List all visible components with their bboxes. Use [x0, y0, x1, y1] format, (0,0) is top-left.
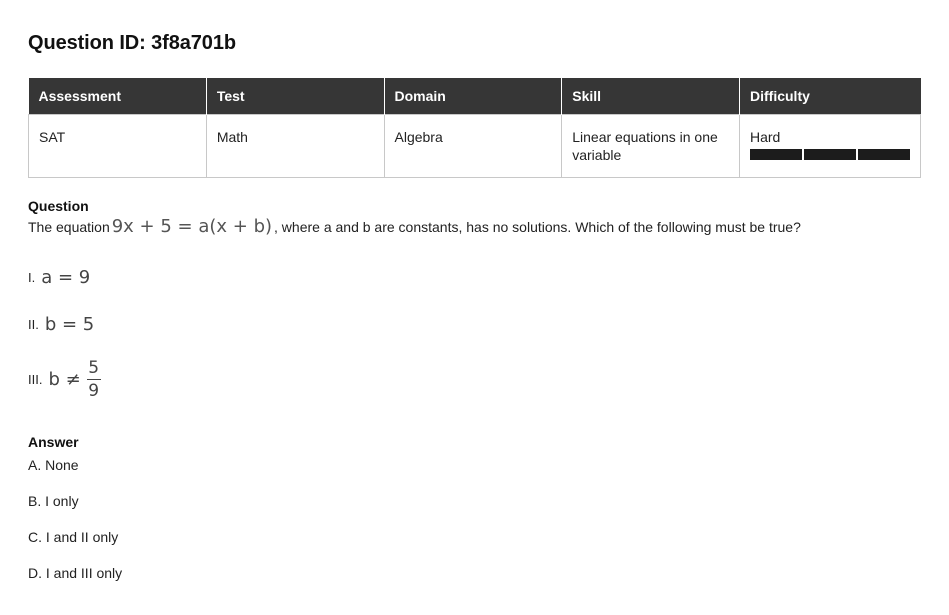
header-difficulty: Difficulty [740, 78, 921, 114]
table-header-row [29, 78, 921, 114]
statement-numeral: III. [28, 372, 43, 387]
difficulty-meter [750, 149, 910, 160]
question-meta-table [28, 78, 921, 178]
page-title: Question ID: 3f8a701b [28, 32, 236, 54]
fraction-denominator: 9 [88, 381, 100, 401]
header-assessment: Assessment [29, 78, 207, 114]
statement-1 [28, 267, 92, 288]
statement-numeral: II. [28, 317, 39, 332]
statement-3 [28, 358, 101, 401]
header-skill: Skill [562, 78, 740, 114]
difficulty-bar [750, 149, 802, 160]
statement-math: a = 9 [41, 267, 91, 288]
difficulty-label: Hard [750, 128, 781, 145]
statement-2 [28, 314, 96, 335]
fraction-bar [87, 379, 101, 380]
cell-test: Math [206, 114, 384, 177]
stem-text-before: The equation [28, 218, 110, 235]
statement-math: b = 5 [44, 314, 95, 335]
question-heading: Question [28, 198, 89, 214]
header-test: Test [206, 78, 384, 114]
answer-choice-c: C. I and II only [28, 529, 119, 545]
fraction [87, 358, 101, 401]
difficulty-bar [858, 149, 910, 160]
answer-choice-a: A. None [28, 457, 79, 473]
answer-choice-b: B. I only [28, 493, 79, 509]
answer-heading: Answer [28, 434, 79, 450]
difficulty-bar [804, 149, 856, 160]
statement-numeral: I. [28, 270, 36, 285]
header-domain: Domain [384, 78, 562, 114]
table-row [29, 114, 921, 177]
cell-difficulty [740, 114, 921, 177]
stem-equation: 9x + 5 = a(x + b) [111, 216, 273, 237]
stem-text-after: , where a and b are constants, has no solutions. Which of the following must be true? [274, 218, 801, 235]
question-stem [28, 216, 801, 237]
cell-domain: Algebra [384, 114, 562, 177]
statement-math: b ≠ [48, 369, 81, 390]
answer-choice-d: D. I and III only [28, 565, 123, 581]
cell-assessment: SAT [29, 114, 207, 177]
cell-skill: Linear equations in one variable [562, 114, 740, 177]
fraction-numerator: 5 [88, 358, 100, 378]
